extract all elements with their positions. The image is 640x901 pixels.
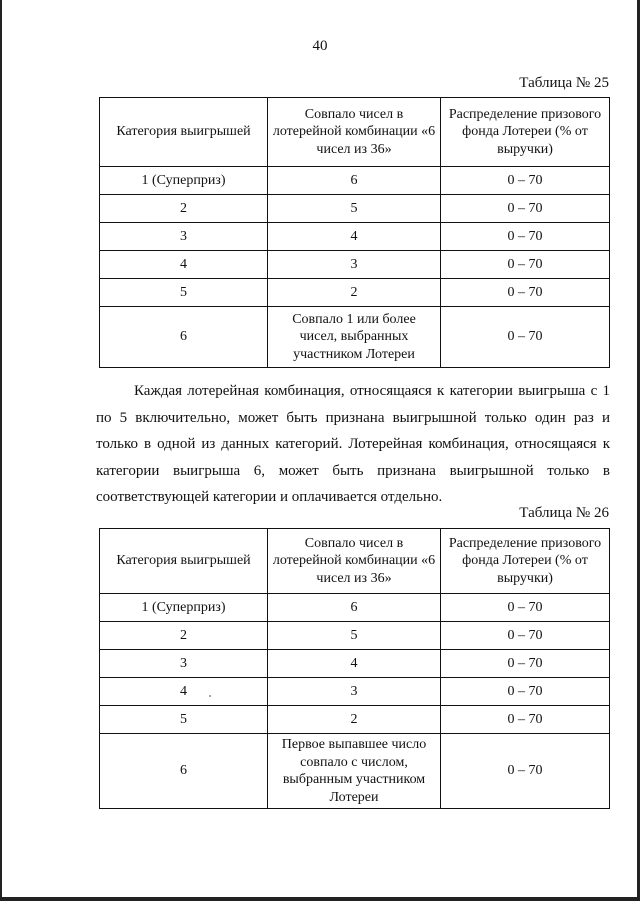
- cell-category: 3: [100, 650, 268, 678]
- cell-matched: 5: [268, 195, 441, 223]
- header-matched-numbers: Совпало чисел в лотерейной комбинации «6 чисел из 36»: [268, 98, 441, 167]
- header-category: Категория выигрышей: [100, 98, 268, 167]
- cell-distribution: 0 – 70: [441, 678, 610, 706]
- cell-distribution: 0 – 70: [441, 650, 610, 678]
- cell-category: 2: [100, 195, 268, 223]
- table-row: [100, 195, 610, 223]
- scan-speck: [209, 695, 211, 697]
- cell-matched: 4: [268, 223, 441, 251]
- table-26: [99, 528, 610, 809]
- table-row: [100, 706, 610, 734]
- table-header-row: [100, 529, 610, 594]
- cell-matched: 2: [268, 279, 441, 307]
- table-row: [100, 167, 610, 195]
- table-25-caption: Таблица № 25: [519, 75, 609, 91]
- cell-matched: 3: [268, 678, 441, 706]
- cell-category: 4: [100, 251, 268, 279]
- table-25: [99, 97, 610, 368]
- cell-matched: Совпало 1 или более чисел, выбранных участником Лотереи: [268, 307, 441, 368]
- cell-distribution: 0 – 70: [441, 594, 610, 622]
- cell-category: 6: [100, 307, 268, 368]
- table-row: [100, 650, 610, 678]
- cell-matched: 3: [268, 251, 441, 279]
- cell-category: 1 (Суперприз): [100, 594, 268, 622]
- cell-matched: 4: [268, 650, 441, 678]
- cell-category: 3: [100, 223, 268, 251]
- body-paragraph: Каждая лотерейная комбинация, относящаяся к категории выигрыша с 1 по 5 включительно, может быть признана выигрышной только один раз и только в одной из данных категорий. Лотерейная комбинация, относящаяся к категории выигрыша 6, может быть признана выигрышной только в соответствующей категории и оплачивается отдельно.: [96, 383, 610, 505]
- cell-matched: 2: [268, 706, 441, 734]
- table-row: [100, 223, 610, 251]
- table-row: [100, 594, 610, 622]
- cell-distribution: 0 – 70: [441, 195, 610, 223]
- header-matched-numbers: Совпало чисел в лотерейной комбинации «6 чисел из 36»: [268, 529, 441, 594]
- cell-category: 1 (Суперприз): [100, 167, 268, 195]
- table-row: [100, 734, 610, 809]
- header-prize-distribution: Распределение призового фонда Лотереи (% от выручки): [441, 529, 610, 594]
- cell-distribution: 0 – 70: [441, 307, 610, 368]
- table-row: [100, 279, 610, 307]
- cell-category: 5: [100, 279, 268, 307]
- cell-distribution: 0 – 70: [441, 279, 610, 307]
- table-26-caption: Таблица № 26: [519, 505, 609, 521]
- cell-category: 5: [100, 706, 268, 734]
- table-row: [100, 251, 610, 279]
- cell-distribution: 0 – 70: [441, 706, 610, 734]
- cell-distribution: 0 – 70: [441, 734, 610, 809]
- page-number: 40: [312, 38, 328, 54]
- page-left-edge: [0, 0, 2, 901]
- cell-distribution: 0 – 70: [441, 622, 610, 650]
- header-category: Категория выигрышей: [100, 529, 268, 594]
- cell-distribution: 0 – 70: [441, 167, 610, 195]
- table-row: [100, 622, 610, 650]
- cell-matched: 6: [268, 594, 441, 622]
- table-header-row: [100, 98, 610, 167]
- cell-category: 2: [100, 622, 268, 650]
- table-row: [100, 307, 610, 368]
- cell-matched: 5: [268, 622, 441, 650]
- cell-category: 4: [100, 678, 268, 706]
- cell-distribution: 0 – 70: [441, 251, 610, 279]
- table-row: [100, 678, 610, 706]
- cell-category: 6: [100, 734, 268, 809]
- header-prize-distribution: Распределение призового фонда Лотереи (% от выручки): [441, 98, 610, 167]
- page-bottom-edge: [0, 897, 640, 901]
- cell-distribution: 0 – 70: [441, 223, 610, 251]
- cell-matched: 6: [268, 167, 441, 195]
- cell-matched: Первое выпавшее число совпало с числом, выбранным участником Лотереи: [268, 734, 441, 809]
